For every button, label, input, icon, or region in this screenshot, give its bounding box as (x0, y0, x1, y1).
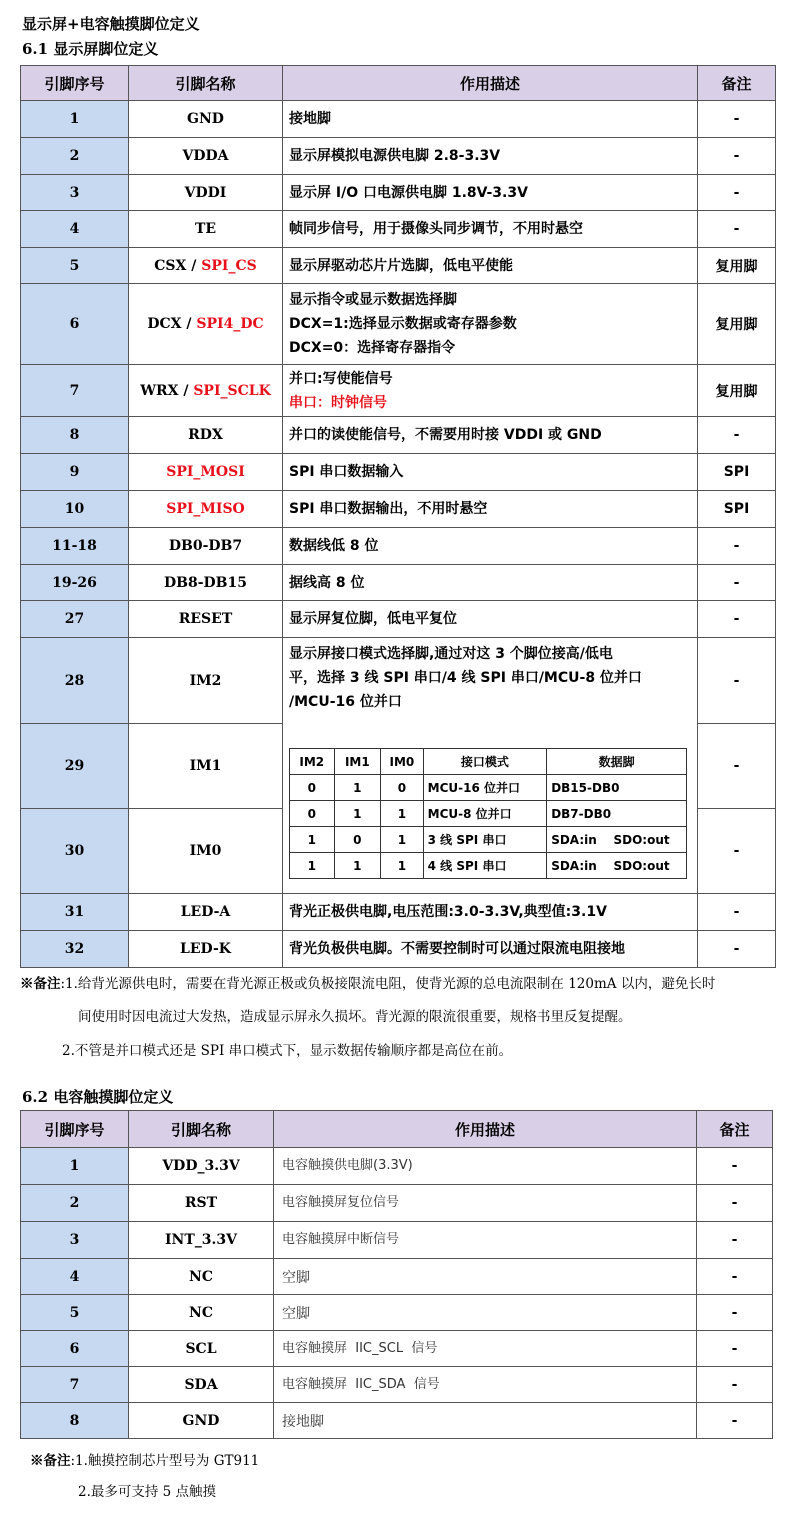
table-row (21, 931, 776, 968)
pin-remark: - (698, 638, 776, 724)
mode-table-row (290, 801, 687, 827)
pin-name-spi: SPI4_DC (196, 316, 264, 332)
pin-remark: - (698, 894, 776, 931)
pin-remark: - (697, 1403, 773, 1439)
pin-number: 19-26 (21, 565, 129, 601)
mode-cell: 0 (290, 775, 335, 801)
pin-number: 10 (21, 491, 129, 528)
description-line: 并口:写使能信号 (289, 370, 393, 387)
table-row (21, 1403, 773, 1439)
table-row (21, 1295, 773, 1331)
pin-name: NC (129, 1295, 274, 1331)
pin-number: 11-18 (21, 528, 129, 565)
pin-name: VDDA (129, 138, 283, 175)
mode-cell: 1 (290, 827, 335, 853)
pin-remark: - (697, 1295, 773, 1331)
pin-number: 1 (21, 101, 129, 138)
table-row (21, 638, 776, 724)
pin-name-parallel: DCX / (147, 316, 197, 332)
table-row (21, 1148, 773, 1185)
pin-number: 30 (21, 809, 129, 894)
pin-number: 1 (21, 1148, 129, 1185)
mode-cell: DB7-DB0 (547, 801, 687, 827)
pin-remark: - (697, 1185, 773, 1222)
pin-name: IM0 (129, 809, 283, 894)
pin-description: 空脚 (274, 1259, 697, 1295)
pin-remark: - (698, 809, 776, 894)
description-line: 平，选择 3 线 SPI 串口/4 线 SPI 串口/MCU-8 位并口 (289, 670, 642, 686)
interface-mode-description (283, 638, 698, 894)
pin-name: RST (129, 1185, 274, 1222)
pin-name: GND (129, 101, 283, 138)
pin-remark: - (698, 417, 776, 454)
table-row (21, 1259, 773, 1295)
pin-description: SPI 串口数据输出，不用时悬空 (283, 491, 698, 528)
pin-name-spi: SPI_SCLK (193, 382, 271, 399)
pin-remark: - (698, 931, 776, 968)
pin-number: 7 (21, 365, 129, 417)
pin-name: LED-K (129, 931, 283, 968)
pin-description (283, 365, 698, 417)
pin-name: SDA (129, 1367, 274, 1403)
pin-name (129, 284, 283, 365)
pin-remark: - (698, 138, 776, 175)
header-pin-number: 引脚序号 (21, 1111, 129, 1148)
header-description: 作用描述 (274, 1111, 697, 1148)
mode-cell: 0 (290, 801, 335, 827)
table-row (21, 601, 776, 638)
pin-remark: 复用脚 (698, 248, 776, 284)
pin-description: 显示屏 I/O 口电源供电脚 1.8V-3.3V (283, 175, 698, 211)
pin-name: LED-A (129, 894, 283, 931)
pin-name: VDD_3.3V (129, 1148, 274, 1185)
header-remark: 备注 (697, 1111, 773, 1148)
mode-cell: 1 (381, 801, 424, 827)
mode-cell: 0 (381, 775, 424, 801)
pin-description: 数据线低 8 位 (283, 528, 698, 565)
table-row (21, 175, 776, 211)
pin-name: TE (129, 211, 283, 248)
mode-header-im2: IM2 (290, 749, 335, 775)
pin-number: 6 (21, 284, 129, 365)
mode-header-data-pins: 数据脚 (547, 749, 687, 775)
mode-cell: SDA:in SDO:out (547, 853, 687, 879)
pin-name: IM1 (129, 724, 283, 809)
pin-description: 显示屏复位脚，低电平复位 (283, 601, 698, 638)
pin-remark: 复用脚 (698, 365, 776, 417)
mode-cell: MCU-8 位并口 (423, 801, 547, 827)
table-row (21, 1185, 773, 1222)
mode-cell: MCU-16 位并口 (423, 775, 547, 801)
header-pin-name: 引脚名称 (129, 66, 283, 101)
mode-cell: DB15-DB0 (547, 775, 687, 801)
pin-name: INT_3.3V (129, 1222, 274, 1259)
pin-name-parallel: CSX / (154, 257, 202, 274)
pin-name-parallel: WRX / (140, 382, 194, 399)
table-row (21, 1222, 773, 1259)
description-line: 显示屏接口模式选择脚,通过对这 3 个脚位接高/低电 (289, 646, 613, 662)
table-row (21, 565, 776, 601)
pin-description: 背光负极供电脚。不需要控制时可以通过限流电阻接地 (283, 931, 698, 968)
header-pin-name: 引脚名称 (129, 1111, 274, 1148)
description-line: DCX=1:选择显示数据或寄存器参数 (289, 316, 517, 332)
mode-cell: 0 (334, 827, 381, 853)
pin-description (283, 284, 698, 365)
mode-cell: 4 线 SPI 串口 (423, 853, 547, 879)
interface-mode-table (289, 748, 687, 879)
table-row (21, 491, 776, 528)
mode-header-interface: 接口模式 (423, 749, 547, 775)
pin-number: 4 (21, 211, 129, 248)
mode-cell: SDA:in SDO:out (547, 827, 687, 853)
description-line: 串口：时钟信号 (289, 394, 387, 411)
mode-table-row (290, 775, 687, 801)
description-line: 显示指令或显示数据选择脚 (289, 292, 457, 308)
table-row (21, 211, 776, 248)
pin-name: SCL (129, 1331, 274, 1367)
mode-cell: 1 (334, 775, 381, 801)
pin-number: 31 (21, 894, 129, 931)
pin-remark: - (697, 1367, 773, 1403)
pin-number: 3 (21, 1222, 129, 1259)
pin-remark: SPI (698, 491, 776, 528)
pin-remark: - (697, 1259, 773, 1295)
pin-remark: - (698, 528, 776, 565)
pin-name: IM2 (129, 638, 283, 724)
pin-remark: 复用脚 (698, 284, 776, 365)
pin-number: 2 (21, 138, 129, 175)
section-title-display: 6.1 显示屏脚位定义 (22, 40, 159, 58)
pin-description: 帧同步信号，用于摄像头同步调节，不用时悬空 (283, 211, 698, 248)
header-pin-number: 引脚序号 (21, 66, 129, 101)
pin-name-spi: SPI_CS (201, 257, 257, 274)
mode-table-row (290, 827, 687, 853)
pin-description: 空脚 (274, 1295, 697, 1331)
pin-number: 8 (21, 1403, 129, 1439)
header-remark: 备注 (698, 66, 776, 101)
pin-number: 3 (21, 175, 129, 211)
mode-header-im0: IM0 (381, 749, 424, 775)
pin-remark: - (698, 565, 776, 601)
mode-cell: 1 (334, 801, 381, 827)
pin-number: 4 (21, 1259, 129, 1295)
header-description: 作用描述 (283, 66, 698, 101)
mode-cell: 1 (381, 853, 424, 879)
table-row (21, 101, 776, 138)
pin-name: DB8-DB15 (129, 565, 283, 601)
pin-remark: - (697, 1148, 773, 1185)
pin-name: VDDI (129, 175, 283, 211)
pin-description: 电容触摸屏 IIC_SCL 信号 (274, 1331, 697, 1367)
pin-name: SPI_MOSI (129, 454, 283, 491)
pin-name (129, 248, 283, 284)
display-remark-2: 2.不管是并口模式还是 SPI 串口模式下，显示数据传输顺序都是高位在前。 (62, 1043, 513, 1059)
pin-number: 8 (21, 417, 129, 454)
display-pin-table (20, 65, 776, 968)
table-row (21, 894, 776, 931)
pin-number: 29 (21, 724, 129, 809)
remark-label: ※备注 (30, 1453, 71, 1469)
pin-remark: - (697, 1222, 773, 1259)
pin-description: 电容触摸供电脚(3.3V) (274, 1148, 697, 1185)
mode-header-im1: IM1 (334, 749, 381, 775)
document-title: 显示屏+电容触摸脚位定义 (22, 15, 200, 33)
pin-remark: - (698, 211, 776, 248)
pin-remark: - (698, 175, 776, 211)
pin-name: RDX (129, 417, 283, 454)
display-remark-1 (20, 974, 715, 994)
section-title-touch: 6.2 电容触摸脚位定义 (22, 1088, 174, 1106)
table-row (21, 365, 776, 417)
pin-description: 接地脚 (283, 101, 698, 138)
table-header-row (21, 66, 776, 101)
table-header-row (21, 1111, 773, 1148)
description-line: DCX=0：选择寄存器指令 (289, 340, 456, 356)
pin-number: 9 (21, 454, 129, 491)
table-row (21, 454, 776, 491)
pin-remark: - (697, 1331, 773, 1367)
pin-description: 电容触摸屏中断信号 (274, 1222, 697, 1259)
pin-name: NC (129, 1259, 274, 1295)
pin-number: 5 (21, 1295, 129, 1331)
table-row (21, 1367, 773, 1403)
mode-cell: 1 (334, 853, 381, 879)
remark-text: :1.给背光源供电时，需要在背光源正极或负极接限流电阻，使背光源的总电流限制在 120mA 以内，避免长时 (60, 976, 716, 992)
display-remark-1-cont: 间使用时因电流过大发热，造成显示屏永久损坏。背光源的限流很重要，规格书里反复提醒。 (78, 1009, 632, 1025)
pin-description: 显示屏模拟电源供电脚 2.8-3.3V (283, 138, 698, 175)
pin-number: 5 (21, 248, 129, 284)
table-row (21, 417, 776, 454)
pin-remark: - (698, 724, 776, 809)
table-row (21, 284, 776, 365)
pin-remark: - (698, 601, 776, 638)
table-row (21, 138, 776, 175)
mode-table-header (290, 749, 687, 775)
table-row (21, 528, 776, 565)
mode-cell: 1 (290, 853, 335, 879)
pin-description: 并口的读使能信号，不需要用时接 VDDI 或 GND (283, 417, 698, 454)
table-row (21, 248, 776, 284)
pin-name (129, 365, 283, 417)
touch-pin-table (20, 1110, 773, 1439)
pin-description: 电容触摸屏复位信号 (274, 1185, 697, 1222)
pin-remark: SPI (698, 454, 776, 491)
table-row (21, 1331, 773, 1367)
pin-description: 显示屏驱动芯片片选脚，低电平使能 (283, 248, 698, 284)
description-line: /MCU-16 位并口 (289, 694, 402, 710)
pin-description: 据线高 8 位 (283, 565, 698, 601)
pin-name: RESET (129, 601, 283, 638)
pin-name: SPI_MISO (129, 491, 283, 528)
pin-number: 2 (21, 1185, 129, 1222)
pin-description: 接地脚 (274, 1403, 697, 1439)
remark-text: :1.触摸控制芯片型号为 GT911 (70, 1453, 260, 1469)
pin-name: DB0-DB7 (129, 528, 283, 565)
pin-number: 7 (21, 1367, 129, 1403)
touch-remark-2: 2.最多可支持 5 点触摸 (78, 1484, 217, 1500)
pin-description: 背光正极供电脚,电压范围:3.0-3.3V,典型值:3.1V (283, 894, 698, 931)
touch-remark-1 (30, 1451, 259, 1471)
remark-label: ※备注 (20, 976, 61, 992)
pin-number: 28 (21, 638, 129, 724)
mode-table-row (290, 853, 687, 879)
pin-description: SPI 串口数据输入 (283, 454, 698, 491)
pin-number: 6 (21, 1331, 129, 1367)
mode-cell: 1 (381, 827, 424, 853)
pin-description: 电容触摸屏 IIC_SDA 信号 (274, 1367, 697, 1403)
pin-name: GND (129, 1403, 274, 1439)
pin-number: 27 (21, 601, 129, 638)
pin-remark: - (698, 101, 776, 138)
pin-number: 32 (21, 931, 129, 968)
mode-cell: 3 线 SPI 串口 (423, 827, 547, 853)
